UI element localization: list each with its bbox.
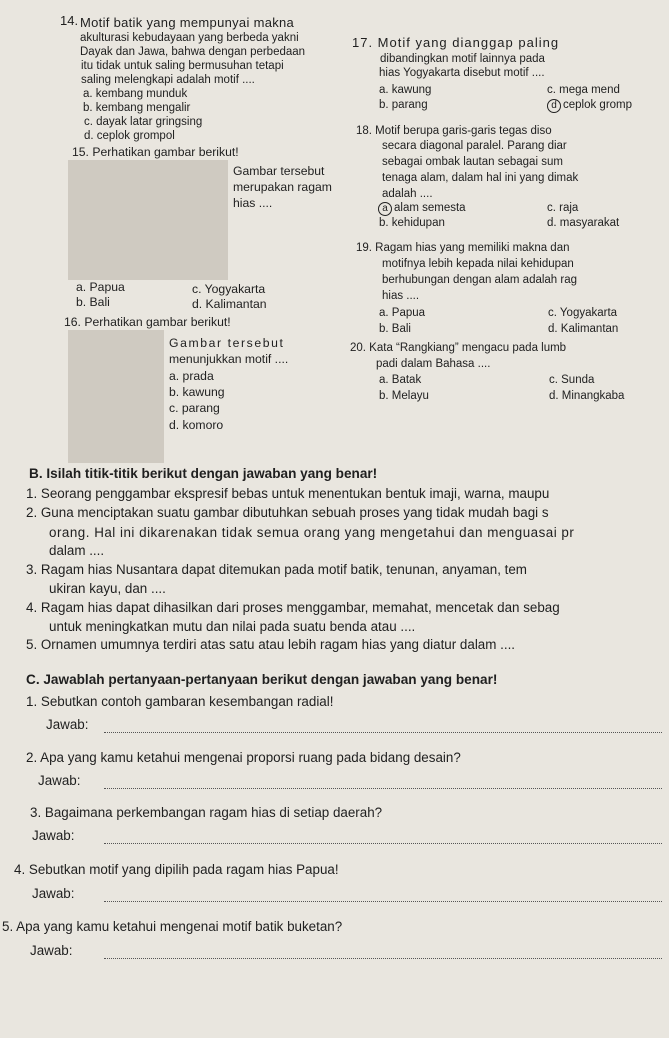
answer-line[interactable] — [104, 732, 662, 733]
q20-line: padi dalam Bahasa .... — [376, 358, 491, 370]
section-b-heading: B. Isilah titik-titik berikut dengan jawaban yang benar! — [29, 466, 378, 481]
q17-option-b: b. parang — [379, 99, 428, 111]
q18-option-c: c. raja — [547, 202, 579, 214]
q19-option-d: d. Kalimantan — [548, 323, 619, 335]
answer-line[interactable] — [104, 788, 662, 789]
q18-option-b: b. kehidupan — [379, 217, 445, 229]
q19-line: berhubungan dengan alam adalah rag — [382, 274, 578, 286]
q17-line: hias Yogyakarta disebut motif .... — [379, 67, 545, 79]
q19-option-b: b. Bali — [379, 323, 411, 335]
q19-option-a: a. Papua — [379, 307, 426, 319]
section-c-question: 2. Apa yang kamu ketahui mengenai proporsi ruang pada bidang desain? — [26, 750, 461, 765]
q15-option-c: c. Yogyakarta — [192, 282, 266, 296]
answer-label: Jawab: — [32, 828, 75, 843]
q18-line: sebagai ombak lautan sebagai sum — [382, 156, 563, 168]
answer-line[interactable] — [104, 958, 662, 959]
q20-option-c: c. Sunda — [549, 374, 595, 386]
q18-line: 18. Motif berupa garis-garis tegas diso — [356, 125, 552, 137]
section-c-question: 4. Sebutkan motif yang dipilih pada ragam hias Papua! — [14, 862, 339, 877]
q15-line: merupakan ragam — [233, 180, 332, 194]
answer-label: Jawab: — [46, 717, 89, 732]
q20-option-d: d. Minangkaba — [549, 390, 625, 402]
answer-circle: a — [378, 202, 392, 216]
q16-line: Gambar tersebut — [169, 336, 285, 350]
q15-option-d: d. Kalimantan — [192, 297, 267, 311]
q14-line: akulturasi kebudayaan yang berbeda yakni — [80, 32, 299, 44]
q16-line: menunjukkan motif .... — [169, 352, 289, 366]
q15-stem: 15. Perhatikan gambar berikut! — [72, 145, 239, 159]
q16-option-d: d. komoro — [169, 418, 224, 432]
q20-option-a: a. Batak — [379, 374, 422, 386]
q18-option-a: a alam semesta — [378, 201, 466, 216]
q15-line: hias .... — [233, 196, 273, 210]
q14-line: saling melengkapi adalah motif .... — [81, 74, 255, 86]
q17-line: dibandingkan motif lainnya pada — [380, 53, 545, 65]
q20-line: 20. Kata “Rangkiang” mengacu pada lumb — [350, 342, 567, 354]
q14-option-a: a. kembang munduk — [83, 88, 188, 100]
section-b-item: 4. Ragam hias dapat dihasilkan dari proses menggambar, memahat, mencetak dan sebag — [26, 600, 560, 615]
q17-option-d: d ceplok gromp — [547, 98, 632, 113]
section-b-item: ukiran kayu, dan .... — [49, 581, 166, 596]
section-b-item: untuk meningkatkan mutu dan nilai pada suatu benda atau .... — [49, 619, 416, 634]
q19-option-c: c. Yogyakarta — [548, 307, 618, 319]
q16-option-c: c. parang — [169, 401, 220, 415]
q14-option-b: b. kembang mengalir — [83, 102, 191, 114]
q17-option-c: c. mega mend — [547, 84, 620, 96]
q16-stem: 16. Perhatikan gambar berikut! — [64, 315, 231, 329]
answer-label: Jawab: — [30, 943, 73, 958]
section-c-question: 1. Sebutkan contoh gambaran kesembangan radial! — [26, 694, 334, 709]
batik-motif-image — [68, 160, 228, 280]
section-b-item: dalam .... — [49, 543, 105, 558]
q18-line: adalah .... — [382, 188, 433, 200]
q14-number: 14. — [60, 13, 79, 28]
q18-line: tenaga alam, dalam hal ini yang dimak — [382, 172, 579, 184]
section-b-item: orang. Hal ini dikarenakan tidak semua orang yang mengetahui dan menguasai pr — [49, 525, 575, 540]
q15-option-b: b. Bali — [76, 295, 110, 309]
q19-line: 19. Ragam hias yang memiliki makna dan — [356, 242, 570, 254]
section-c-heading: C. Jawablah pertanyaan-pertanyaan berikut dengan jawaban yang benar! — [26, 672, 498, 687]
answer-line[interactable] — [104, 843, 662, 844]
section-c-question: 5. Apa yang kamu ketahui mengenai motif batik buketan? — [2, 919, 343, 934]
answer-circle: d — [547, 99, 561, 113]
q15-line: Gambar tersebut — [233, 164, 325, 178]
q18-line: secara diagonal paralel. Parang diar — [382, 140, 567, 152]
q14-line: itu tidak untuk saling bermusuhan tetapi — [81, 60, 284, 72]
section-b-item: 1. Seorang penggambar ekspresif bebas untuk menentukan bentuk imaji, warna, maupu — [26, 486, 550, 501]
q14-option-c: c. dayak latar gringsing — [84, 116, 203, 128]
q15-option-a: a. Papua — [76, 280, 125, 294]
q18-option-d: d. masyarakat — [547, 217, 620, 229]
q20-option-b: b. Melayu — [379, 390, 429, 402]
q16-option-b: b. kawung — [169, 385, 225, 399]
section-b-item: 2. Guna menciptakan suatu gambar dibutuhkan sebuah proses yang tidak mudah bagi s — [26, 505, 549, 520]
q14-line: Motif batik yang mempunyai makna — [80, 15, 295, 30]
q16-option-a: a. prada — [169, 369, 214, 383]
q19-line: motifnya lebih kepada nilai kehidupan — [382, 258, 574, 270]
section-b-item: 5. Ornamen umumnya terdiri atas satu atau lebih ragam hias yang diatur dalam .... — [26, 637, 516, 652]
motif-image — [68, 330, 164, 463]
q19-line: hias .... — [382, 290, 420, 302]
q14-option-d: d. ceplok grompol — [84, 130, 175, 142]
section-c-question: 3. Bagaimana perkembangan ragam hias di setiap daerah? — [30, 805, 383, 820]
q17-line: 17. Motif yang dianggap paling — [352, 35, 560, 50]
section-b-item: 3. Ragam hias Nusantara dapat ditemukan pada motif batik, tenunan, anyaman, tem — [26, 562, 527, 577]
answer-label: Jawab: — [32, 886, 75, 901]
q14-line: Dayak dan Jawa, bahwa dengan perbedaan — [80, 46, 306, 58]
q17-option-a: a. kawung — [379, 84, 432, 96]
answer-line[interactable] — [104, 901, 662, 902]
answer-label: Jawab: — [38, 773, 81, 788]
